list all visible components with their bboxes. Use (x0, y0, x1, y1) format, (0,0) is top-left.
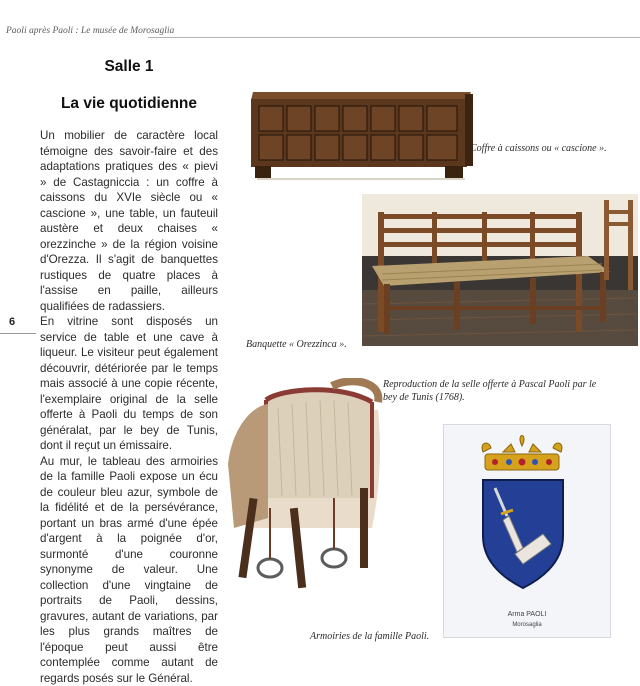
page-number-rule (0, 333, 36, 334)
running-header: Paoli après Paoli : Le musée de Morosaglia (6, 26, 175, 36)
armoiries-label-line1: Arma PAOLI (507, 611, 547, 618)
body-text (40, 128, 218, 686)
section-subtitle: La vie quotidienne (60, 95, 198, 112)
armoiries-label-line2: Morosaglia (512, 622, 542, 628)
paragraph: En vitrine sont disposés un service de table et une cave à liqueur. Le visiteur peut également découvrir, détériorée par le temps mais associé à une copie récente, l'exemplaire original de la selle offerte à Paoli du temps de son généralat, par le bey de Tunis, dont il reçut un émissaire. (40, 315, 218, 452)
selle-caption: Reproduction de la selle offerte à Pascal Paoli par le bey de Tunis (1768). (383, 379, 597, 403)
coffre-caption: Coffre à caissons ou « cascione ». (470, 143, 607, 154)
section-title: Salle 1 (104, 58, 154, 75)
banquette-caption: Banquette « Orezzinca ». (246, 339, 347, 350)
armoiries-painting (443, 424, 611, 638)
armoiries-caption: Armoiries de la famille Paoli. (310, 631, 430, 642)
paragraph: Au mur, le tableau des armoiries de la famille Paoli expose un écu de couleur bleu azur, symbole de la fidélité et de la persévérance, portant un bras armé d'une épée d'argent à la poignée d'or, surmonté d'une couronne synonyme de valeur. Une collection d'une vingtaine de portraits de Paoli, dessins, gravures, autant de variations, par les plus grands maîtres de l'époque peut aussi être contemplée comme autant de regards posés sur le Général. (40, 454, 218, 685)
page-number: 6 (9, 316, 16, 328)
header-rule (148, 37, 640, 38)
paragraph: Un mobilier de caractère local témoigne des savoir-faire et des adaptations pratiques des « pievi » de Castagniccia : un coffre à caissons du XVIe siècle ou « cascione », une table, un fauteuil austère et deux chaises « orezzinche » de la région voisine d'Orezza. Il s'agit de banquettes rustiques de quatre places à l'assise en paille, ailleurs qualifiées de radassiers. (40, 129, 218, 313)
selle-photo (222, 378, 404, 592)
coffre-photo (249, 86, 475, 182)
banquette-photo (362, 194, 638, 346)
